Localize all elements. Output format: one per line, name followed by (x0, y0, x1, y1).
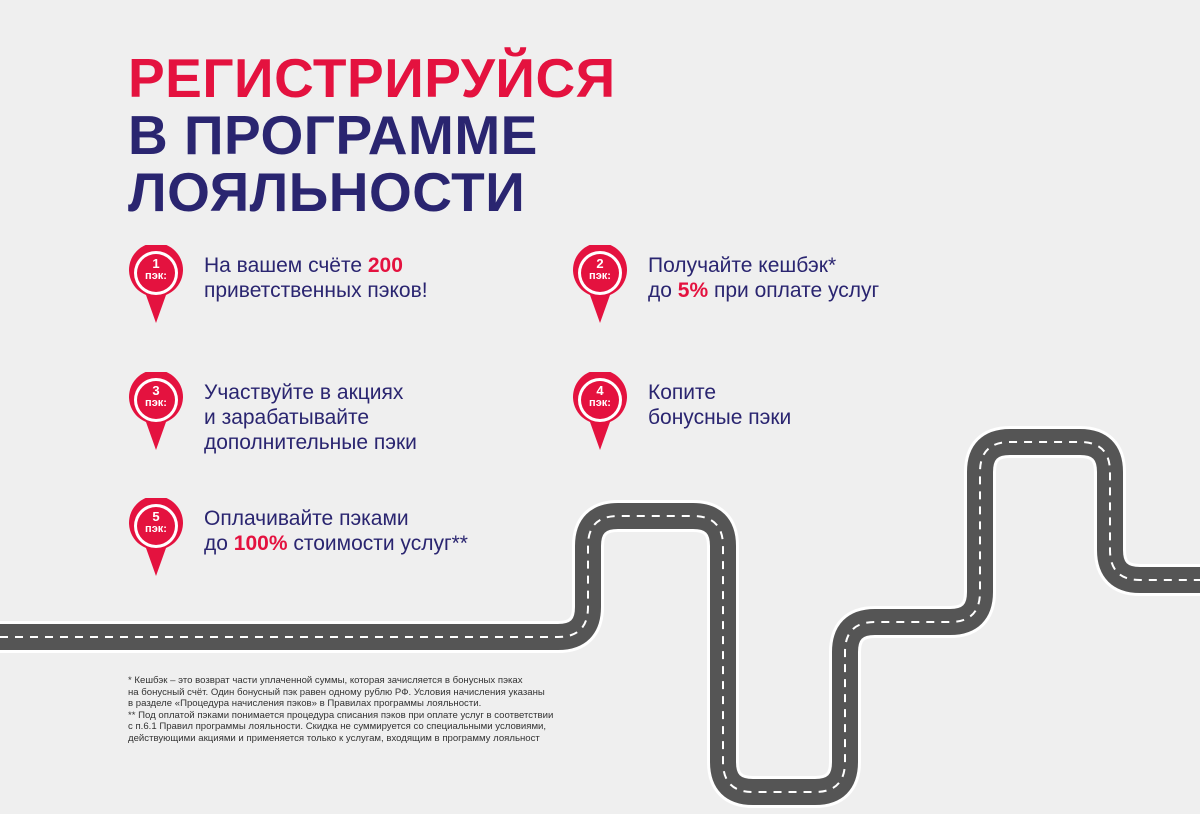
map-pin-icon (572, 245, 628, 323)
footnote (128, 675, 648, 745)
map-pin-icon (128, 498, 184, 576)
step-1 (128, 245, 528, 335)
step-2 (572, 245, 972, 335)
step-text-part: дополнительные пэки (204, 431, 417, 454)
step-text (648, 253, 879, 303)
highlight-value: 5% (677, 279, 709, 302)
footnote-line: в разделе «Процедура начисления пэков» в Правилах программы лояльности. (128, 698, 482, 710)
step-text-line (204, 253, 428, 278)
pin-number: 3 (152, 383, 160, 398)
step-text-line (648, 278, 879, 303)
step-text-part: Копите (648, 381, 717, 404)
footnote-line: * Кешбэк – это возврат части уплаченной суммы, которая зачисляется в бонусных пэках (128, 675, 523, 686)
footnote-line: на бонусный счёт. Один бонусный пэк равен одному рублю РФ. Условия начисления указаны (128, 686, 545, 698)
step-text-line (204, 405, 417, 430)
step-text (204, 506, 468, 556)
step-text-line (648, 380, 791, 405)
footnote-line: действующими акциями и применяется только к услугам, входящим в программу лояльност (128, 732, 540, 744)
footnote-line: ** Под оплатой пэками понимается процедура списания пэков при оплате услуг в соответствии (128, 709, 554, 721)
map-pin-icon (128, 245, 184, 323)
step-text (204, 253, 428, 303)
step-5 (128, 498, 528, 588)
step-text-line (648, 405, 791, 430)
step-text-part: стоимости услуг** (287, 532, 468, 555)
highlight-value: 200 (367, 254, 403, 277)
pin-label: пэк: (589, 270, 611, 282)
step-text-part: до (648, 279, 678, 302)
step-text-part: бонусные пэки (648, 406, 792, 429)
pin-label: пэк: (145, 397, 167, 409)
step-text-part: Участвуйте в акциях (204, 381, 404, 404)
step-text-part: приветственных пэков! (204, 279, 428, 302)
step-text-line (204, 380, 417, 405)
step-text-line (204, 278, 428, 303)
step-text-part: до (204, 532, 234, 555)
map-pin-icon (572, 372, 628, 450)
step-text-part: при оплате услуг (708, 279, 880, 302)
pin-number: 5 (152, 509, 160, 524)
pin-label: пэк: (145, 523, 167, 535)
pin-number: 4 (596, 383, 604, 398)
step-text (204, 380, 417, 455)
step-text-part: Получайте кешбэк* (648, 254, 837, 277)
step-text (648, 380, 791, 430)
highlight-value: 100% (233, 532, 288, 555)
step-text-part: Оплачивайте пэками (204, 507, 409, 530)
pin-label: пэк: (145, 270, 167, 282)
step-text-line (648, 253, 879, 278)
pin-number: 2 (596, 256, 604, 271)
title-line-1: РЕГИСТРИРУЙСЯ (128, 47, 616, 109)
step-text-part: и зарабатывайте (204, 406, 370, 429)
step-text-line (204, 430, 417, 455)
pin-label: пэк: (589, 397, 611, 409)
step-text-line (204, 506, 468, 531)
pin-number: 1 (152, 256, 160, 271)
step-text-part: На вашем счёте (204, 254, 368, 277)
title-line-2: В ПРОГРАММЕ (128, 104, 538, 166)
step-4 (572, 372, 972, 462)
page-title (128, 47, 616, 223)
map-pin-icon (128, 372, 184, 450)
title-line-3: ЛОЯЛЬНОСТИ (128, 161, 526, 223)
footnote-line: с п.6.1 Правил программы лояльности. Скидка не суммируется со специальными условиями, (128, 721, 547, 733)
step-3 (128, 372, 528, 462)
step-text-line (204, 531, 468, 556)
